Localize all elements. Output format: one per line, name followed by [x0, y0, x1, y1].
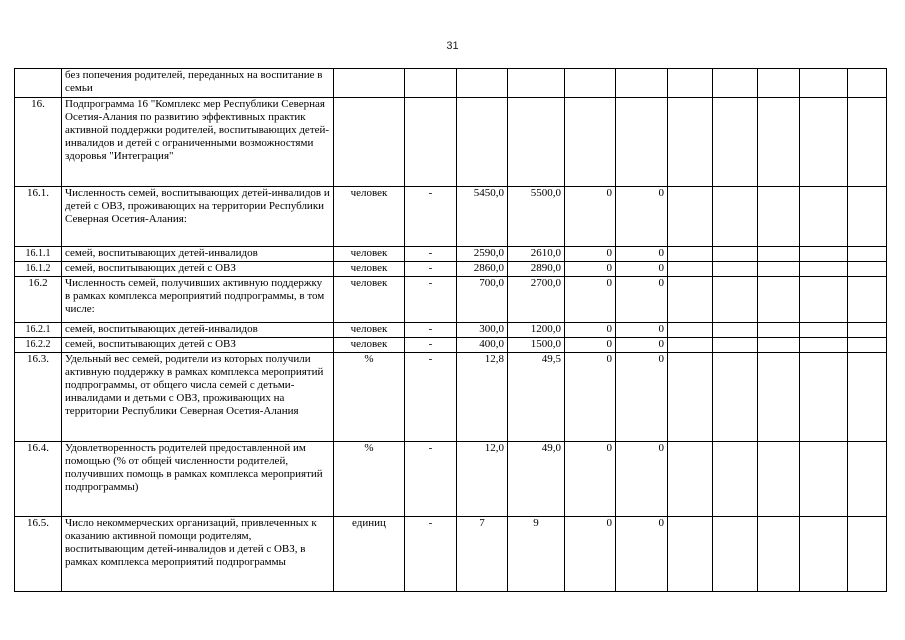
empty-cell [800, 517, 848, 592]
row-number: 16.1. [15, 187, 62, 247]
value-cell-4: 0 [616, 442, 668, 517]
value-cell-2 [508, 98, 565, 187]
value-cell-3: 0 [565, 338, 616, 353]
empty-cell [758, 187, 800, 247]
row-number: 16.2.2 [15, 338, 62, 353]
table-row [15, 262, 887, 277]
unit-cell: единиц [334, 517, 405, 592]
value-cell-3: 0 [565, 262, 616, 277]
value-cell-3 [565, 98, 616, 187]
empty-cell [668, 338, 713, 353]
empty-cell [758, 69, 800, 98]
value-cell-3: 0 [565, 247, 616, 262]
value-cell-1: 5450,0 [457, 187, 508, 247]
value-cell-4: 0 [616, 262, 668, 277]
row-number: 16.3. [15, 353, 62, 442]
unit-cell: человек [334, 277, 405, 323]
value-cell-1: 12,8 [457, 353, 508, 442]
dash-cell: - [405, 323, 457, 338]
dash-cell [405, 69, 457, 98]
unit-cell: человек [334, 247, 405, 262]
empty-cell [758, 353, 800, 442]
empty-cell [848, 338, 887, 353]
table-row [15, 247, 887, 262]
empty-cell [668, 442, 713, 517]
empty-cell [713, 338, 758, 353]
indicator-name: Удовлетворенность родителей предоставленной им помощью (% от общей численности родителей, получивших помощь в рамках комплекса мероприятий подпрограммы) [62, 442, 334, 517]
indicator-name: Численность семей, получивших активную поддержку в рамках комплекса мероприятий подпрограммы, в том числе: [62, 277, 334, 323]
indicators-table [14, 68, 887, 592]
row-number: 16.5. [15, 517, 62, 592]
empty-cell [713, 262, 758, 277]
dash-cell: - [405, 338, 457, 353]
empty-cell [668, 98, 713, 187]
table-row [15, 338, 887, 353]
empty-cell [713, 69, 758, 98]
value-cell-4 [616, 98, 668, 187]
unit-cell [334, 69, 405, 98]
row-number: 16.1.1 [15, 247, 62, 262]
empty-cell [758, 277, 800, 323]
empty-cell [713, 442, 758, 517]
empty-cell [668, 323, 713, 338]
indicator-name: семей, воспитывающих детей с ОВЗ [62, 338, 334, 353]
value-cell-3: 0 [565, 323, 616, 338]
unit-cell: % [334, 442, 405, 517]
indicator-name: Подпрограмма 16 "Комплекс мер Республики Северная Осетия-Алания по развитию эффективных практик активной поддержки родителей, воспитывающих детей-инвалидов и детей с ограниченными возможностями здоровья "Интеграция" [62, 98, 334, 187]
empty-cell [800, 69, 848, 98]
value-cell-3: 0 [565, 442, 616, 517]
row-number [15, 69, 62, 98]
empty-cell [758, 98, 800, 187]
indicator-name: семей, воспитывающих детей-инвалидов [62, 247, 334, 262]
value-cell-2: 2890,0 [508, 262, 565, 277]
empty-cell [668, 187, 713, 247]
table-row [15, 187, 887, 247]
value-cell-2: 2610,0 [508, 247, 565, 262]
value-cell-2: 2700,0 [508, 277, 565, 323]
dash-cell: - [405, 187, 457, 247]
table-row [15, 442, 887, 517]
table-row [15, 323, 887, 338]
empty-cell [800, 98, 848, 187]
value-cell-2: 49,0 [508, 442, 565, 517]
dash-cell: - [405, 442, 457, 517]
indicator-name: Число некоммерческих организаций, привлеченных к оказанию активной помощи родителям, воспитывающим детей-инвалидов и детей с ОВЗ, в рамках комплекса мероприятий подпрограммы [62, 517, 334, 592]
empty-cell [758, 338, 800, 353]
value-cell-4: 0 [616, 517, 668, 592]
value-cell-1: 2590,0 [457, 247, 508, 262]
empty-cell [848, 262, 887, 277]
value-cell-4: 0 [616, 323, 668, 338]
table-row [15, 517, 887, 592]
value-cell-1: 7 [457, 517, 508, 592]
empty-cell [758, 442, 800, 517]
empty-cell [848, 187, 887, 247]
empty-cell [758, 262, 800, 277]
row-number: 16.2.1 [15, 323, 62, 338]
table-row [15, 353, 887, 442]
value-cell-3 [565, 69, 616, 98]
row-number: 16. [15, 98, 62, 187]
unit-cell: % [334, 353, 405, 442]
empty-cell [713, 277, 758, 323]
value-cell-1: 400,0 [457, 338, 508, 353]
value-cell-2: 49,5 [508, 353, 565, 442]
dash-cell: - [405, 247, 457, 262]
row-number: 16.2 [15, 277, 62, 323]
empty-cell [668, 69, 713, 98]
value-cell-3: 0 [565, 277, 616, 323]
value-cell-4: 0 [616, 338, 668, 353]
value-cell-2: 1500,0 [508, 338, 565, 353]
empty-cell [758, 323, 800, 338]
empty-cell [848, 98, 887, 187]
unit-cell: человек [334, 262, 405, 277]
empty-cell [713, 517, 758, 592]
empty-cell [848, 442, 887, 517]
empty-cell [800, 247, 848, 262]
dash-cell: - [405, 277, 457, 323]
empty-cell [668, 247, 713, 262]
empty-cell [668, 277, 713, 323]
value-cell-2: 5500,0 [508, 187, 565, 247]
empty-cell [668, 262, 713, 277]
value-cell-2: 1200,0 [508, 323, 565, 338]
unit-cell: человек [334, 187, 405, 247]
value-cell-2 [508, 69, 565, 98]
value-cell-3: 0 [565, 353, 616, 442]
empty-cell [800, 323, 848, 338]
value-cell-4: 0 [616, 247, 668, 262]
row-number: 16.1.2 [15, 262, 62, 277]
dash-cell: - [405, 353, 457, 442]
value-cell-3: 0 [565, 187, 616, 247]
value-cell-4: 0 [616, 353, 668, 442]
indicator-name: семей, воспитывающих детей с ОВЗ [62, 262, 334, 277]
empty-cell [848, 277, 887, 323]
value-cell-4: 0 [616, 277, 668, 323]
row-number: 16.4. [15, 442, 62, 517]
empty-cell [848, 69, 887, 98]
empty-cell [758, 247, 800, 262]
empty-cell [713, 247, 758, 262]
indicator-name: без попечения родителей, переданных на воспитание в семьи [62, 69, 334, 98]
indicator-name: Численность семей, воспитывающих детей-инвалидов и детей с ОВЗ, проживающих на территории Республики Северная Осетия-Алания: [62, 187, 334, 247]
unit-cell: человек [334, 323, 405, 338]
empty-cell [713, 323, 758, 338]
table-body [15, 69, 887, 592]
empty-cell [713, 98, 758, 187]
empty-cell [848, 247, 887, 262]
empty-cell [758, 517, 800, 592]
value-cell-4 [616, 69, 668, 98]
empty-cell [848, 517, 887, 592]
value-cell-1: 700,0 [457, 277, 508, 323]
unit-cell: человек [334, 338, 405, 353]
empty-cell [800, 338, 848, 353]
value-cell-1: 2860,0 [457, 262, 508, 277]
value-cell-1 [457, 98, 508, 187]
value-cell-3: 0 [565, 517, 616, 592]
empty-cell [713, 353, 758, 442]
value-cell-1 [457, 69, 508, 98]
value-cell-1: 12,0 [457, 442, 508, 517]
value-cell-2: 9 [508, 517, 565, 592]
empty-cell [800, 277, 848, 323]
value-cell-1: 300,0 [457, 323, 508, 338]
dash-cell: - [405, 262, 457, 277]
empty-cell [668, 517, 713, 592]
unit-cell [334, 98, 405, 187]
dash-cell: - [405, 517, 457, 592]
empty-cell [713, 187, 758, 247]
empty-cell [800, 442, 848, 517]
table-row [15, 69, 887, 98]
empty-cell [800, 187, 848, 247]
empty-cell [800, 262, 848, 277]
page-number: 31 [446, 40, 459, 52]
empty-cell [848, 323, 887, 338]
empty-cell [848, 353, 887, 442]
empty-cell [800, 353, 848, 442]
indicator-name: семей, воспитывающих детей-инвалидов [62, 323, 334, 338]
dash-cell [405, 98, 457, 187]
value-cell-4: 0 [616, 187, 668, 247]
table-row [15, 277, 887, 323]
empty-cell [668, 353, 713, 442]
table-row [15, 98, 887, 187]
indicator-name: Удельный вес семей, родители из которых получили активную поддержку в рамках комплекса мероприятий подпрограммы, от общего числа семей с детьми-инвалидами и детьми с ОВЗ, проживающих на территории Республики Северная Осетия-Алания [62, 353, 334, 442]
